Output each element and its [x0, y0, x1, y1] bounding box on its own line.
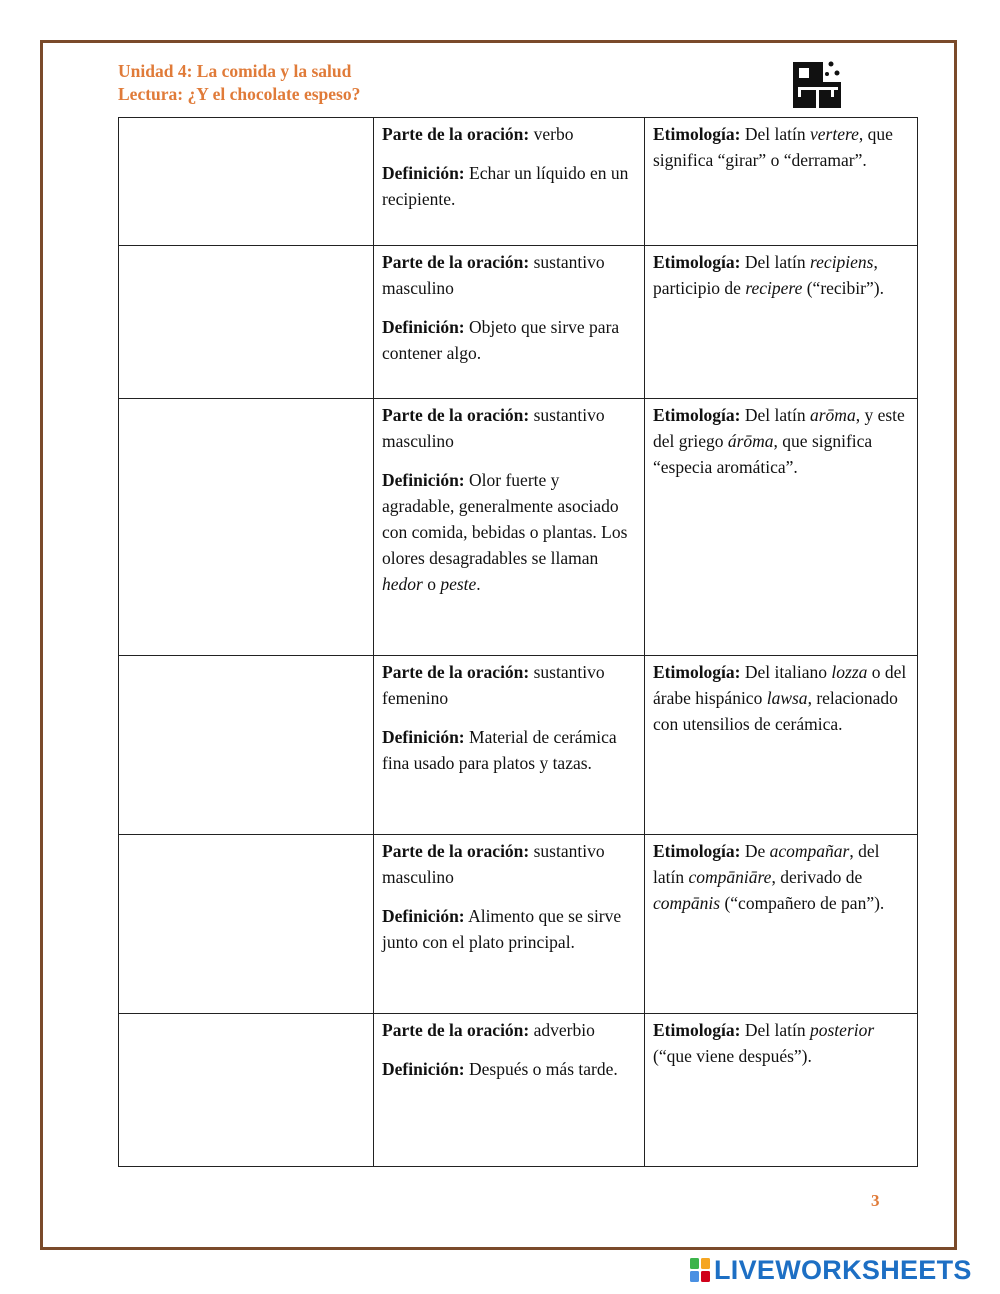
part-of-speech	[382, 838, 636, 890]
italic-term: peste	[440, 574, 477, 594]
text-segment: Olor fuerte y agradable, generalmente asociado con comida, bebidas o plantas. Los olores desagradables se llaman	[382, 470, 628, 568]
part-of-speech	[382, 402, 636, 454]
word-cell[interactable]	[119, 399, 374, 656]
word-answer-input[interactable]	[119, 1014, 373, 1046]
italic-term: compāniāre	[688, 867, 772, 887]
text-segment: Objeto que sirve para contener algo.	[382, 317, 620, 363]
definition	[382, 724, 636, 776]
part-of-speech	[382, 1017, 636, 1043]
italic-term: lawsa	[766, 688, 808, 708]
word-answer-input[interactable]	[119, 246, 373, 278]
part-of-speech-label: Parte de la oración:	[382, 1020, 530, 1040]
definition-label: Definición:	[382, 470, 465, 490]
part-of-speech-value: sustantivo masculino	[382, 841, 605, 887]
italic-term: arōma	[810, 405, 856, 425]
text-segment: De	[744, 841, 770, 861]
etymology	[653, 1017, 909, 1069]
etymology-cell	[645, 399, 918, 656]
definition-label: Definición:	[382, 727, 465, 747]
word-answer-input[interactable]	[119, 656, 373, 688]
italic-term: hedor	[382, 574, 423, 594]
part-of-speech-value: sustantivo femenino	[382, 662, 605, 708]
table-row	[119, 1014, 918, 1167]
text-segment: Del latín	[744, 1020, 810, 1040]
text-segment: Del latín	[744, 252, 810, 272]
text-segment: , que significa “girar” o “derramar”.	[653, 124, 893, 170]
part-of-speech-label: Parte de la oración:	[382, 252, 530, 272]
brand-text: LIVEWORKSHEETS	[714, 1254, 972, 1285]
liveworksheets-brand	[690, 1255, 972, 1285]
page-number: 3	[871, 1191, 880, 1210]
definition	[382, 467, 636, 597]
etymology	[653, 838, 909, 916]
table-row	[119, 118, 918, 246]
text-segment: (“compañero de pan”).	[720, 893, 885, 913]
etymology-cell	[645, 1014, 918, 1167]
etymology-label: Etimología:	[653, 252, 741, 272]
table-row	[119, 656, 918, 835]
part-of-speech-label: Parte de la oración:	[382, 841, 530, 861]
definition-cell	[374, 399, 645, 656]
text-segment: , participio de	[653, 252, 878, 298]
table-row	[119, 399, 918, 656]
word-cell[interactable]	[119, 656, 374, 835]
part-of-speech-value: sustantivo masculino	[382, 252, 605, 298]
italic-term: vertere	[810, 124, 859, 144]
etymology-cell	[645, 118, 918, 246]
text-segment: (“que viene después”).	[653, 1046, 812, 1066]
text-segment: Del latín	[744, 124, 810, 144]
definition-label: Definición:	[382, 163, 465, 183]
text-segment: (“recibir”).	[802, 278, 884, 298]
table-row	[119, 246, 918, 399]
word-cell[interactable]	[119, 118, 374, 246]
definition-cell	[374, 656, 645, 835]
text-segment: , y este del griego	[653, 405, 905, 451]
etymology	[653, 249, 909, 301]
etymology-label: Etimología:	[653, 662, 741, 682]
word-cell[interactable]	[119, 1014, 374, 1167]
text-segment: Alimento que se sirve junto con el plato principal.	[382, 906, 622, 952]
text-segment: Después o más tarde.	[469, 1059, 618, 1079]
etymology	[653, 402, 909, 480]
text-segment: Echar un líquido en un recipiente.	[382, 163, 629, 209]
etymology-cell	[645, 835, 918, 1014]
text-segment: Del italiano	[744, 662, 832, 682]
table-row	[119, 835, 918, 1014]
etymology	[653, 121, 909, 173]
word-answer-input[interactable]	[119, 399, 373, 431]
text-segment: , del latín	[653, 841, 880, 887]
italic-term: recipere	[745, 278, 803, 298]
vocabulary-table	[118, 117, 918, 1167]
reading-title: Lectura: ¿Y el chocolate espeso?	[118, 84, 361, 104]
italic-term: acompañar	[769, 841, 850, 861]
part-of-speech-value: sustantivo masculino	[382, 405, 605, 451]
definition	[382, 160, 636, 212]
definition	[382, 1056, 636, 1082]
word-answer-input[interactable]	[119, 835, 373, 867]
etymology	[653, 659, 909, 737]
part-of-speech	[382, 659, 636, 711]
definition-cell	[374, 835, 645, 1014]
definition-cell	[374, 246, 645, 399]
word-answer-input[interactable]	[119, 118, 373, 150]
text-segment: , derivado de	[771, 867, 863, 887]
text-segment: o del árabe hispánico	[653, 662, 907, 708]
text-segment: Material de cerámica fina usado para platos y tazas.	[382, 727, 617, 773]
etymology-label: Etimología:	[653, 124, 741, 144]
italic-term: compānis	[653, 893, 721, 913]
part-of-speech-value: verbo	[533, 124, 574, 144]
italic-term: recipiens	[810, 252, 874, 272]
text-segment: , relacionado con utensilios de cerámica.	[653, 688, 898, 734]
part-of-speech	[382, 121, 636, 147]
definition-label: Definición:	[382, 1059, 465, 1079]
definition-label: Definición:	[382, 317, 465, 337]
definition	[382, 314, 636, 366]
part-of-speech-label: Parte de la oración:	[382, 124, 530, 144]
part-of-speech-label: Parte de la oración:	[382, 662, 530, 682]
part-of-speech-label: Parte de la oración:	[382, 405, 530, 425]
etymology-label: Etimología:	[653, 841, 741, 861]
definition-label: Definición:	[382, 906, 465, 926]
etymology-cell	[645, 656, 918, 835]
definition-cell	[374, 118, 645, 246]
word-cell[interactable]	[119, 246, 374, 399]
italic-term: lozza	[831, 662, 868, 682]
definition-cell	[374, 1014, 645, 1167]
text-segment: o	[422, 574, 441, 594]
word-cell[interactable]	[119, 835, 374, 1014]
unit-title: Unidad 4: La comida y la salud	[118, 61, 352, 81]
text-segment: .	[476, 574, 481, 594]
puzzle-logo-icon	[793, 60, 843, 110]
text-segment: Del latín	[744, 405, 810, 425]
etymology-label: Etimología:	[653, 1020, 741, 1040]
etymology-label: Etimología:	[653, 405, 741, 425]
italic-term: posterior	[810, 1020, 875, 1040]
text-segment: , que significa “especia aromática”.	[653, 431, 873, 477]
part-of-speech	[382, 249, 636, 301]
etymology-cell	[645, 246, 918, 399]
italic-term: árōma	[727, 431, 774, 451]
part-of-speech-value: adverbio	[533, 1020, 595, 1040]
liveworksheets-logo-icon	[690, 1258, 710, 1282]
definition	[382, 903, 636, 955]
page-header	[118, 60, 360, 106]
